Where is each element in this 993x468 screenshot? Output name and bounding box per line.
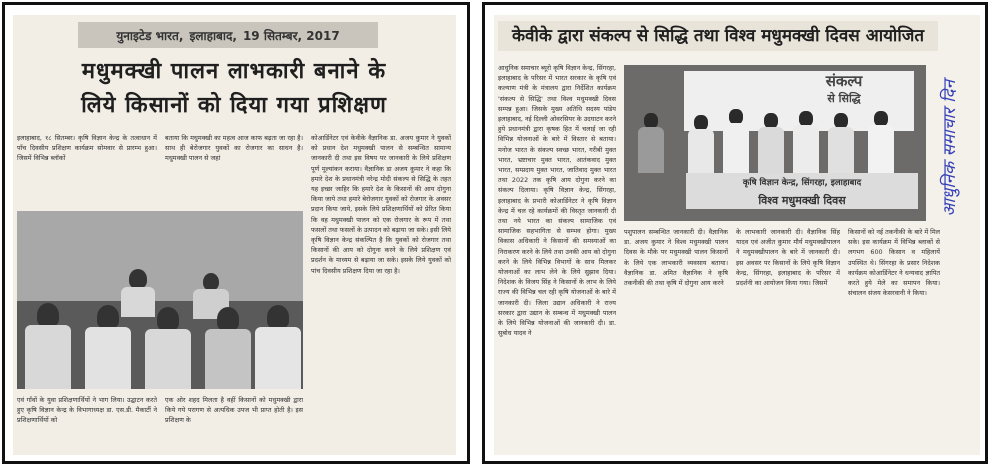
stage-table-event-name: विश्व मधुमक्खी दिवस: [758, 194, 846, 207]
stage-banner-title: संकल्प: [825, 72, 863, 90]
article-column-3: कोआर्डिनेटर एवं केवीके वैज्ञानिक डा. अजय कुमार ने युवकों को प्रधान देश मधुमक्खी पालन से सम्बन्धित सामान्य जानकारी दी तथा इस विषय पर जानकारी के लिये प्रशिक्षण पूर्ण मूल्यांकन कराया। वैज्ञानिक डा अजय कुमार ने कहा कि हमारे देश के प्रधानमंत्री नरेन्द्र मोदी संकल्प से सिद्धि के तहत यह इच्छा जाहिर कि हमारे देश के किसानों की आय दोगुना किया जाये तथा हमारे बेरोजगार युवकों को रोजगार के अवसर प्रदान किया जाये, इसके लिये प्रशिक्षणार्थियों को प्रेरित किया कि वह मधुमक्खी पालन को एक रोजगार के रूप में तथा फसलों तथा फसलों के उत्पादन को बढ़ाया जा सके। इसी लिये कृषि विज्ञान केन्द्र संकल्पित है कि युवकों को रोजगार तथा किसानों की आय को दोगुना करने के लिये प्रशिक्षण एवं प्रदर्शन के माध्यम से बढ़ाया जा सके। इसके लिये युवकों को पांच दिवसीय प्रशिक्षण दिया जा रहा है।: [311, 134, 451, 275]
article-right-column-4: किसानों को नई तकनीकी के बारे में मिल सके। इस कार्यक्रम में विभिन्न ब्लाकों से लगभग 600 किसान व महिलायें उपस्थित थे। सिंगरहा के प्रसार निदेशक कार्यक्रम कोआर्डिनेटर ने धन्यवाद ज्ञापित करते हुये मेले का समापन किया। संचालन संजय केसरवानी ने किया।: [848, 228, 940, 298]
article-right-column-3: के लाभकारी जानकारी दी। वैज्ञानिक सिंह यादव एवं अजीत कुमार मौर्य मधुमक्खीपालन ने मधुमक्खीपालन के बारे में जानकारी दी। इस अवसर पर किसानों के लिये कृषि विज्ञान केन्द्र, सिंगरहा, इलाहाबाद के परिसर में प्रदर्शनी का आयोजन किया गया। जिसमें: [736, 228, 840, 288]
stage-banner-subtitle: से सिद्धि: [827, 92, 861, 105]
article-column-bottom-1: एवं गाँवों के युवा प्रशिक्षणार्थियों ने भाग लिया। उद्घाटन करते हुए कृषि विज्ञान केन्द्र के विभागाध्यक्ष डा. एस.डी. मैकार्टी ने प्रशिक्षणार्थियों को: [17, 396, 157, 425]
headline-right: केवीके द्वारा संकल्प से सिद्धि तथा विश्व मधुमक्खी दिवस आयोजित: [498, 21, 938, 51]
newspaper-page-right: [494, 15, 980, 455]
article-column-2: बताया कि मधुमक्खी का महत्व आज काफ बढ़ता जा रहा है। साथ ही बेरोजगार युवकों का रोजगार का साधन है। मधुमक्खी पालन से जहां: [165, 134, 303, 163]
article-right-column-2: पशुपालन सम्बन्धित जानकारी दी। वैज्ञानिक डा. अजय कुमार ने विश्व मधुमक्खी पालन दिवस के मौके पर मधुमक्खी पालन किसानों के लिये एक लाभकारी व्यवसाय बताया। वैज्ञानिक डा. अमित वैज्ञानिक ने कृषि तकनीकी की तथा कृषि में दोगुना आय करने: [624, 228, 728, 288]
right-news-clipping: [482, 2, 988, 464]
stage-event-photo: [624, 65, 926, 221]
newspaper-page-left: [13, 15, 456, 455]
headline-line-2: लिये किसानों को दिया गया प्रशिक्षण: [81, 93, 387, 118]
headline-line-1: मधुमक्खी पालन लाभकारी बनाने के: [81, 59, 387, 84]
training-session-photo: [17, 211, 303, 389]
headline-left: [19, 55, 449, 123]
masthead-date: 19 सितम्बर, 2017: [242, 28, 340, 43]
handwritten-source-note: [938, 80, 968, 290]
handwritten-note-text: आधुनिक समाचार दिन: [940, 80, 960, 217]
left-news-clipping: [2, 2, 470, 464]
newspaper-masthead: [78, 22, 378, 48]
masthead-city: इलाहाबाद,: [189, 28, 237, 43]
masthead-paper-name: युनाइटेड भारत,: [116, 28, 184, 43]
article-column-1: इलाहाबाद, १८ सितम्बर। कृषि विज्ञान केन्द्र के तत्वाधान में पाँच दिवसीय प्रशिक्षण कार्यक्रम सोमवार से प्रारम्भ हुआ। जिसमें विभिन्न ब्लॉकों: [17, 134, 157, 163]
article-column-bottom-2: एक ओर शहद मिलता है वहीं किसानों को मधुमक्खी द्वारा किये गये परागण से अत्यधिक उपज भी प्राप्त होती है। इस प्रशिक्षण के: [165, 396, 303, 425]
stage-table-label: कृषि विज्ञान केन्द्र, सिंगरहा, इलाहाबाद: [742, 178, 862, 188]
article-right-column-1: आधुनिक समाचार ब्यूरो कृषि विज्ञान केन्द्र, सिंगरहा, इलाहाबाद के परिसर में भारत सरकार के कृषि एवं कल्याण मंत्री के मंत्रालय द्वारा निर्देशित कार्यक्रम 'संकल्प से सिद्धि' तथा विश्व मधुमक्खी दिवस सम्पन्न हुआ। जिसके मुख्य अतिथि सदस्य पांडेय इलाहाबाद, नई दिल्ली ओवरसियर के उदघाटन करने हुये प्रधानमंत्री द्वारा कृषक हित में चलाई जा रही विभिन्न योजनाओं के बारे में विस्तार से बताया। मनोज भारत के संकल्प स्वच्छ भारत, गरीबी मुक्त भारत, भ्रष्टाचार मुक्त भारत, आतंकवाद मुक्त भारत, सम्प्रदाय मुक्त भारत, जातिवाद मुक्त भारत तथा 2022 तक कृषि आय दोगुना करने का संकल्प दिलाया। कृषि विज्ञान केन्द्र, सिंगरहा, इलाहाबाद के प्रभारी कोआर्डिनेटर ने कृषि विज्ञान केन्द्र में चल रहे कार्यक्रमों की विस्तृत जानकारी दी तथा नये भारत का संकल्प सामाजिक एवं सामाजिक सहभागिता से सम्भव होगा। मुख्य विकास अधिकारी ने किसानों की समस्याओं का निराकरण करने के लिये तथा उनकी आय को दोगुना करने के लिये विभिन्न विभागों के साथ मिलकर योजनाओं का लाभ लेने के लिये सुझाव दिया। निदेशक के विजय सिंह ने किसानों के लाभ के लिये राज्य की विभिन्न चल रही कृषि योजनाओं के बारे में जानकारी दी। जिला उद्यान अधिकारी ने राज्य सरकार द्वारा उद्यान के सम्बन्ध में मधुमक्खी पालन के लिये विभिन्न योजनाओं की जानकारी दी। डा. सुबोध यादव ने: [498, 64, 616, 338]
